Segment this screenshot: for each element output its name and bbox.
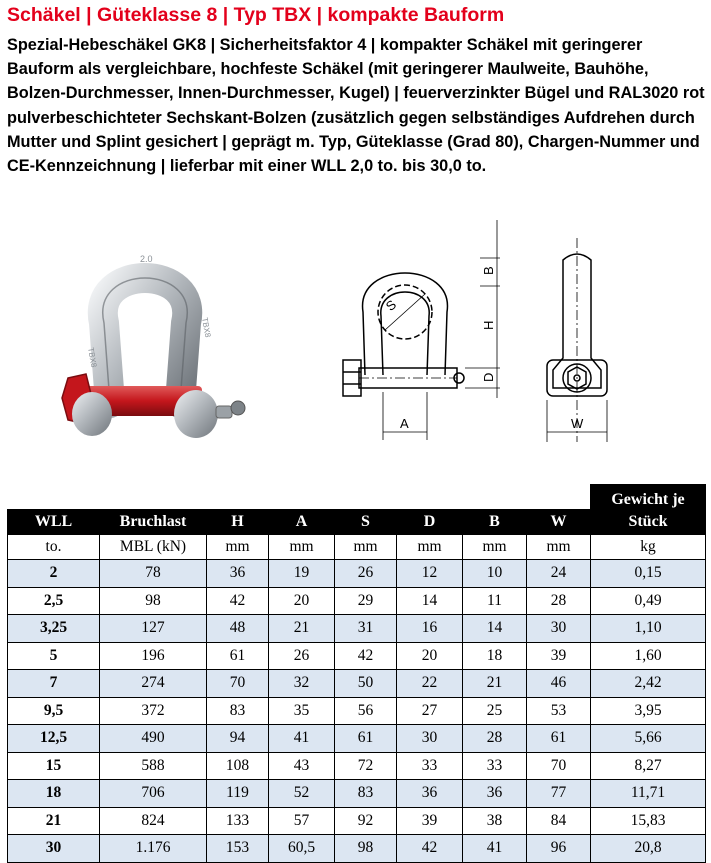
table-cell: 28 [463,725,527,753]
wll-cell: 7 [8,670,100,698]
table-cell: 108 [207,752,269,780]
unit-cell: mm [207,535,269,560]
table-cell: 19 [269,560,335,588]
table-cell: 60,5 [269,835,335,863]
table-cell: 36 [397,780,463,808]
header-d: D [397,510,463,535]
table-cell: 61 [207,642,269,670]
table-body [8,560,706,863]
table-cell: 33 [463,752,527,780]
header-h: H [207,510,269,535]
table-cell: 41 [269,725,335,753]
table-cell: 5,66 [591,725,706,753]
unit-cell: MBL (kN) [100,535,207,560]
header-b: B [463,510,527,535]
unit-cell: mm [269,535,335,560]
product-description: Spezial-Hebeschäkel GK8 | Sicherheitsfaktor 4 | kompakter Schäkel mit geringerer Bauform als vergleichbare, hochfeste Schäkel (mit geringerer Maulweite, Bauhöhe, Bolzen-Durchmesser, Innen-Durchmesser, Kugel) | feuerverzinkter Bügel und RAL3020 rot pulverbeschichteter Sechskant-Bolzen (zusätzlich gegen selbständiges Aufdrehen durch Mutter und Splint gesichert | geprägt m. Typ, Güteklasse (Grad 80), Chargen-Nummer und CE-Kennzeichnung | lieferbar mit einer WLL 2,0 to. bis 30,0 to. [7,36,705,176]
table-cell: 77 [527,780,591,808]
table-cell: 26 [335,560,397,588]
table-cell: 94 [207,725,269,753]
table-cell: 30 [527,615,591,643]
table-cell: 61 [335,725,397,753]
units-row [8,535,706,560]
table-cell: 38 [463,807,527,835]
table-cell: 39 [527,642,591,670]
table-cell: 20 [269,587,335,615]
table-cell: 274 [100,670,207,698]
dimension-label-b: B [481,266,496,275]
table-cell: 92 [335,807,397,835]
table-cell: 83 [207,697,269,725]
table-cell: 35 [269,697,335,725]
table-cell: 57 [269,807,335,835]
dimension-label-a: A [400,416,409,431]
shackle-photo [30,228,260,450]
table-cell: 14 [397,587,463,615]
table-cell: 153 [207,835,269,863]
table-row [8,725,706,753]
table-cell: 39 [397,807,463,835]
technical-drawing [325,220,635,460]
table-cell: 22 [397,670,463,698]
table-cell: 1.176 [100,835,207,863]
dimension-label-h: H [481,320,496,330]
unit-cell: mm [527,535,591,560]
table-row [8,587,706,615]
table-cell: 78 [100,560,207,588]
table-cell: 36 [463,780,527,808]
dimension-label-d: D [481,372,496,382]
unit-cell: mm [463,535,527,560]
table-cell: 14 [463,615,527,643]
table-cell: 98 [335,835,397,863]
table-cell: 20,8 [591,835,706,863]
table-cell: 30 [397,725,463,753]
table-cell: 43 [269,752,335,780]
table-row [8,835,706,863]
table-cell: 21 [269,615,335,643]
table-cell: 12 [397,560,463,588]
table-cell: 83 [335,780,397,808]
table-cell: 133 [207,807,269,835]
table-cell: 3,95 [591,697,706,725]
table-cell: 29 [335,587,397,615]
table-cell: 706 [100,780,207,808]
table-cell: 21 [463,670,527,698]
wll-cell: 9,5 [8,697,100,725]
table-cell: 16 [397,615,463,643]
wll-cell: 18 [8,780,100,808]
table-cell: 56 [335,697,397,725]
table-cell: 25 [463,697,527,725]
table-cell: 53 [527,697,591,725]
table-row [8,697,706,725]
wll-cell: 5 [8,642,100,670]
dimension-label-w: W [571,416,584,431]
table-cell: 119 [207,780,269,808]
page-title: Schäkel | Güteklasse 8 | Typ TBX | kompakte Bauform [7,4,505,26]
table-cell: 2,42 [591,670,706,698]
wll-cell: 21 [8,807,100,835]
table-cell: 10 [463,560,527,588]
unit-cell: mm [397,535,463,560]
header-s: S [335,510,397,535]
header-w: W [527,510,591,535]
table-cell: 42 [397,835,463,863]
table-cell: 824 [100,807,207,835]
table-cell: 41 [463,835,527,863]
wll-cell: 12,5 [8,725,100,753]
table-cell: 42 [207,587,269,615]
wll-cell: 3,25 [8,615,100,643]
table-cell: 1,60 [591,642,706,670]
table-cell: 196 [100,642,207,670]
unit-cell: kg [591,535,706,560]
table-cell: 33 [397,752,463,780]
table-cell: 0,49 [591,587,706,615]
table-cell: 20 [397,642,463,670]
table-row [8,807,706,835]
header-weight-line2: Stück [591,510,706,535]
wll-cell: 30 [8,835,100,863]
table-cell: 127 [100,615,207,643]
table-cell: 32 [269,670,335,698]
table-cell: 27 [397,697,463,725]
table-row [8,670,706,698]
table-cell: 70 [527,752,591,780]
table-row [8,752,706,780]
wll-cell: 2,5 [8,587,100,615]
table-cell: 18 [463,642,527,670]
shackle-bow [103,278,187,403]
table-row [8,642,706,670]
wll-cell: 2 [8,560,100,588]
table-cell: 8,27 [591,752,706,780]
table-cell: 26 [269,642,335,670]
header-a: A [269,510,335,535]
emboss-text-1: 2.0 [140,254,153,264]
table-row [8,780,706,808]
unit-cell: mm [335,535,397,560]
table-cell: 98 [100,587,207,615]
table-cell: 372 [100,697,207,725]
specification-table [7,484,706,863]
unit-cell: to. [8,535,100,560]
table-cell: 36 [207,560,269,588]
table-row [8,560,706,588]
table-cell: 1,10 [591,615,706,643]
emboss-text-2: TBX8 [86,346,99,369]
header-bruchlast: Bruchlast [100,510,207,535]
dimension-label-s: S [382,296,400,314]
table-cell: 46 [527,670,591,698]
emboss-text-3: TBX8 [200,316,213,339]
table-cell: 28 [527,587,591,615]
table-cell: 48 [207,615,269,643]
table-cell: 24 [527,560,591,588]
table-cell: 42 [335,642,397,670]
header-wll: WLL [8,510,100,535]
table-cell: 490 [100,725,207,753]
table-cell: 31 [335,615,397,643]
table-cell: 84 [527,807,591,835]
wll-cell: 15 [8,752,100,780]
table-row [8,615,706,643]
table-cell: 588 [100,752,207,780]
table-cell: 15,83 [591,807,706,835]
table-cell: 70 [207,670,269,698]
table-cell: 50 [335,670,397,698]
header-weight-line1: Gewicht je [591,485,706,510]
table-cell: 72 [335,752,397,780]
table-cell: 11,71 [591,780,706,808]
table-cell: 52 [269,780,335,808]
table-cell: 61 [527,725,591,753]
table-cell: 0,15 [591,560,706,588]
table-cell: 11 [463,587,527,615]
table-cell: 96 [527,835,591,863]
